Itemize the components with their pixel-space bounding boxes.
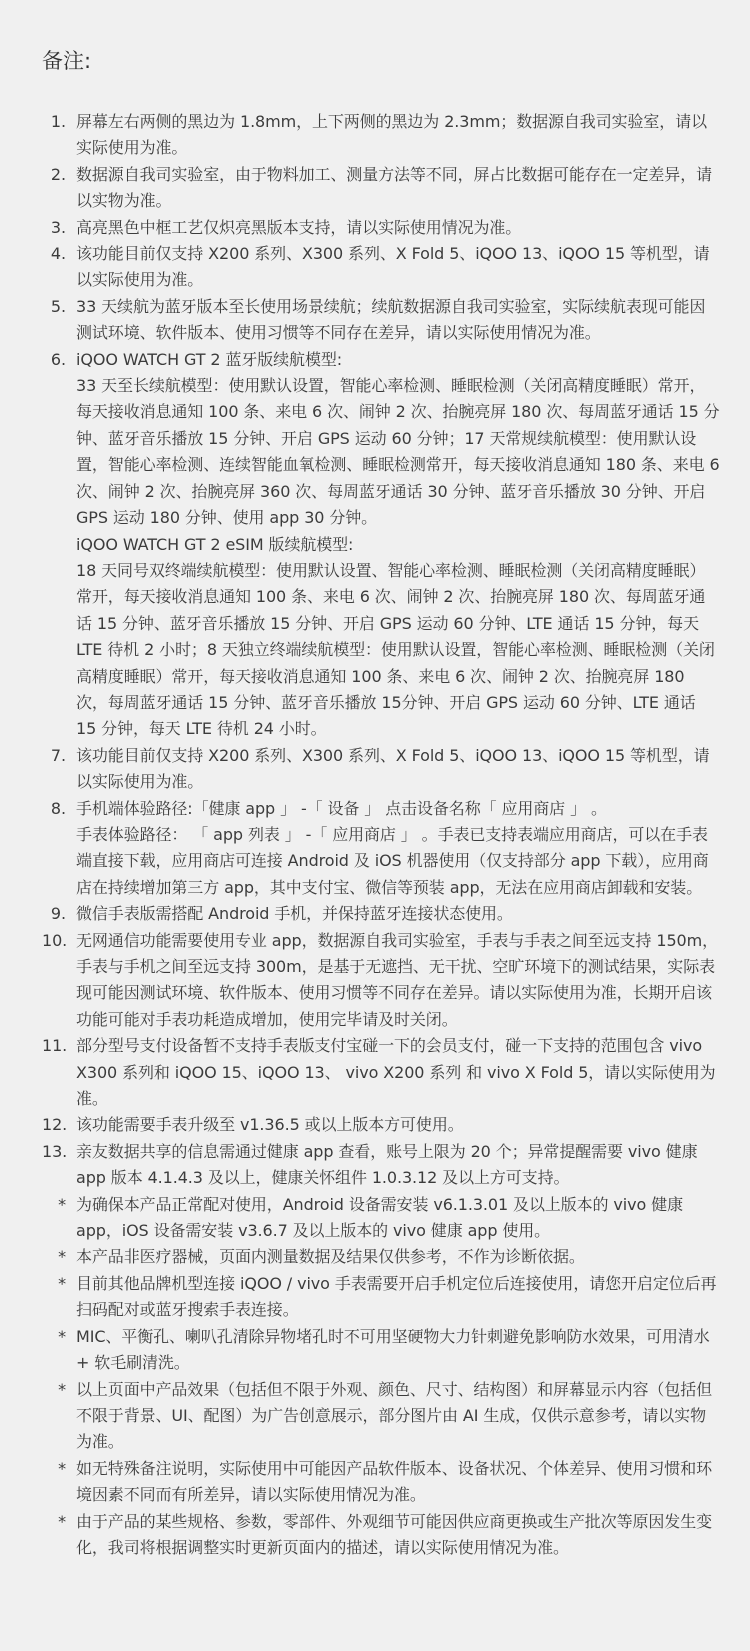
notes-list <box>42 109 720 1561</box>
note-text: 手表体验路径： 「 app 列表 」 -「 应用商店 」 。手表已支持表端应用商店，可以在手表端直接下载，应用商店可连接 Android 及 iOS 机器使用（仅支持部分 app 下载），应用商店在持续增加第三方 app，其中支付宝、微信等预装 app，无法在应用商店卸载和安装。 <box>76 824 709 897</box>
note-number: 6. <box>50 349 66 369</box>
note-item <box>42 1509 720 1562</box>
note-item <box>42 1192 720 1245</box>
note-text: 该功能目前仅支持 X200 系列、X300 系列、X Fold 5、iQOO 13、iQOO 15 等机型，请以实际使用为准。 <box>76 244 710 290</box>
note-text: iQOO WATCH GT 2 eSIM 版续航模型: <box>76 534 354 554</box>
note-asterisk: * <box>58 1511 66 1531</box>
note-asterisk: * <box>58 1273 66 1293</box>
note-number: 2. <box>50 164 66 184</box>
note-number: 1. <box>50 112 66 131</box>
note-text: 本产品非医疗器械，页面内测量数据及结果仅供参考，不作为诊断依据。 <box>76 1247 585 1267</box>
note-number: 13. <box>42 1141 68 1161</box>
note-number: 9. <box>50 904 66 924</box>
note-text: 以上页面中产品效果（包括但不限于外观、颜色、尺寸、结构图）和屏幕显示内容（包括但不限于背景、UI、配图）为广告创意展示，部分图片由 AI 生成，仅供示意参考，请以实物为准。 <box>76 1379 713 1452</box>
note-text: 为确保本产品正常配对使用，Android 设备需安装 v6.1.3.01 及以上版本的 vivo 健康 app，iOS 设备需安装 v3.6.7 及以上版本的 vivo 健康 app 使用。 <box>76 1194 683 1241</box>
note-asterisk: * <box>58 1326 66 1346</box>
note-text: 无网通信功能需要使用专业 app，数据源自我司实验室，手表与手表之间至远支持 150m，手表与手机之间至远支持 300m，是基于无遮挡、无干扰、空旷环境下的测试结果，实际表现可能因测试环境、软件版本、使用习惯等不同存在差异。请以实际使用为准，长期开启该功能可能对手表功耗造成增加，使用完毕请及时关闭。 <box>76 930 719 1029</box>
note-item <box>42 1139 720 1192</box>
note-number: 10. <box>42 930 68 950</box>
note-number: 8. <box>50 798 66 818</box>
note-item <box>42 1271 720 1324</box>
note-item <box>42 162 720 215</box>
note-text: 该功能需要手表升级至 v1.36.5 或以上版本方可使用。 <box>76 1115 464 1135</box>
page-title: 备注: <box>42 49 92 73</box>
note-item <box>42 294 720 347</box>
note-number: 5. <box>50 296 66 316</box>
note-text: 屏幕左右两侧的黑边为 1.8mm，上下两侧的黑边为 2.3mm；数据源自我司实验室，请以实际使用为准。 <box>76 112 708 158</box>
note-item <box>42 241 720 294</box>
note-item <box>42 1456 720 1509</box>
note-item <box>42 215 720 241</box>
note-text: 33 天至长续航模型：使用默认设置，智能心率检测、睡眠检测（关闭高精度睡眠）常开，每天接收消息通知 100 条、来电 6 次、闹钟 2 次、抬腕亮屏 180 次、每周蓝牙通话 15 分钟、蓝牙音乐播放 15 分钟、开启 GPS 运动 60 分钟；17 天常规续航模型：使用默认设置，智能心率检测、连续智能血氧检测、睡眠检测常开，每天接收消息通知 180 条、来电 6 次、闹钟 2 次、抬腕亮屏 360 次、每周蓝牙通话 30 分钟、蓝牙音乐播放 30 分钟、开启 GPS 运动 180 分钟、使用 app 30 分钟。 <box>76 376 720 528</box>
note-item <box>42 901 720 927</box>
note-asterisk: * <box>58 1194 66 1214</box>
note-text: iQOO WATCH GT 2 蓝牙版续航模型: <box>76 349 343 369</box>
note-item <box>42 347 720 743</box>
note-asterisk: * <box>58 1379 66 1399</box>
note-text: 18 天同号双终端续航模型：使用默认设置、智能心率检测、睡眠检测（关闭高精度睡眠）常开，每天接收消息通知 100 条、来电 6 次、闹钟 2 次、抬腕亮屏 180 次、每周蓝牙通话 15 分钟、蓝牙音乐播放 15 分钟、开启 GPS 运动 60 分钟、LTE 通话 15 分钟，每天 LTE 待机 2 小时；8 天独立终端续航模型：使用默认设置，智能心率检测、睡眠检测（关闭高精度睡眠）常开，每天接收消息通知 100 条、来电 6 次、闹钟 2 次、抬腕亮屏 180 次，每周蓝牙通话 15 分钟、蓝牙音乐播放 15分钟、开启 GPS 运动 60 分钟、LTE 通话 15 分钟，每天 LTE 待机 24 小时。 <box>76 560 715 739</box>
note-text: 由于产品的某些规格、参数，零部件、外观细节可能因供应商更换或生产批次等原因发生变化，我司将根据调整实时更新页面内的描述，请以实际使用情况为准。 <box>76 1511 713 1557</box>
note-item <box>42 743 720 796</box>
note-number: 4. <box>50 244 66 264</box>
note-item <box>42 1033 720 1112</box>
note-number: 11. <box>42 1036 68 1056</box>
note-text: 该功能目前仅支持 X200 系列、X300 系列、X Fold 5、iQOO 13、iQOO 15 等机型，请以实际使用为准。 <box>76 745 710 792</box>
note-text: MIC、平衡孔、喇叭孔清除异物堵孔时不可用坚硬物大力针刺避免影响防水效果，可用清水 + 软毛刷清洗。 <box>76 1326 710 1373</box>
note-number: 7. <box>50 745 66 765</box>
note-text: 亲友数据共享的信息需通过健康 app 查看，账号上限为 20 个；异常提醒需要 vivo 健康 app 版本 4.1.4.3 及以上，健康关怀组件 1.0.3.12 及以上方可支持。 <box>76 1141 698 1188</box>
note-text: 高亮黑色中框工艺仅炽亮黑版本支持，请以实际使用情况为准。 <box>76 217 522 237</box>
note-item <box>42 928 720 1034</box>
note-number: 12. <box>42 1115 68 1135</box>
note-item <box>42 1244 720 1270</box>
note-text: 手机端体验路径:「健康 app 」 -「 设备 」 点击设备名称「 应用商店 」 。 <box>76 798 607 818</box>
note-text: 33 天续航为蓝牙版本至长使用场景续航；续航数据源自我司实验室，实际续航表现可能因测试环境、软件版本、使用习惯等不同存在差异，请以实际使用情况为准。 <box>76 296 706 343</box>
note-number: 3. <box>50 217 66 237</box>
note-item <box>42 1377 720 1456</box>
note-asterisk: * <box>58 1458 66 1478</box>
note-item <box>42 1112 720 1138</box>
note-text: 数据源自我司实验室，由于物料加工、测量方法等不同，屏占比数据可能存在一定差异，请以实物为准。 <box>76 164 713 211</box>
note-item <box>42 109 720 162</box>
note-text: 如无特殊备注说明，实际使用中可能因产品软件版本、设备状况、个体差异、使用习惯和环境因素不同而有所差异，请以实际使用情况为准。 <box>76 1458 713 1505</box>
note-text: 微信手表版需搭配 Android 手机，并保持蓝牙连接状态使用。 <box>76 904 513 924</box>
note-text: 目前其他品牌机型连接 iQOO / vivo 手表需要开启手机定位后连接使用，请您开启定位后再扫码配对或蓝牙搜索手表连接。 <box>76 1273 717 1320</box>
note-asterisk: * <box>58 1247 66 1267</box>
note-item <box>42 1324 720 1377</box>
note-item <box>42 796 720 902</box>
note-text: 部分型号支付设备暂不支持手表版支付宝碰一下的会员支付，碰一下支持的范围包含 vivo X300 系列和 iQOO 15、iQOO 13、 vivo X200 系列 和 vivo X Fold 5，请以实际使用为准。 <box>76 1036 716 1109</box>
